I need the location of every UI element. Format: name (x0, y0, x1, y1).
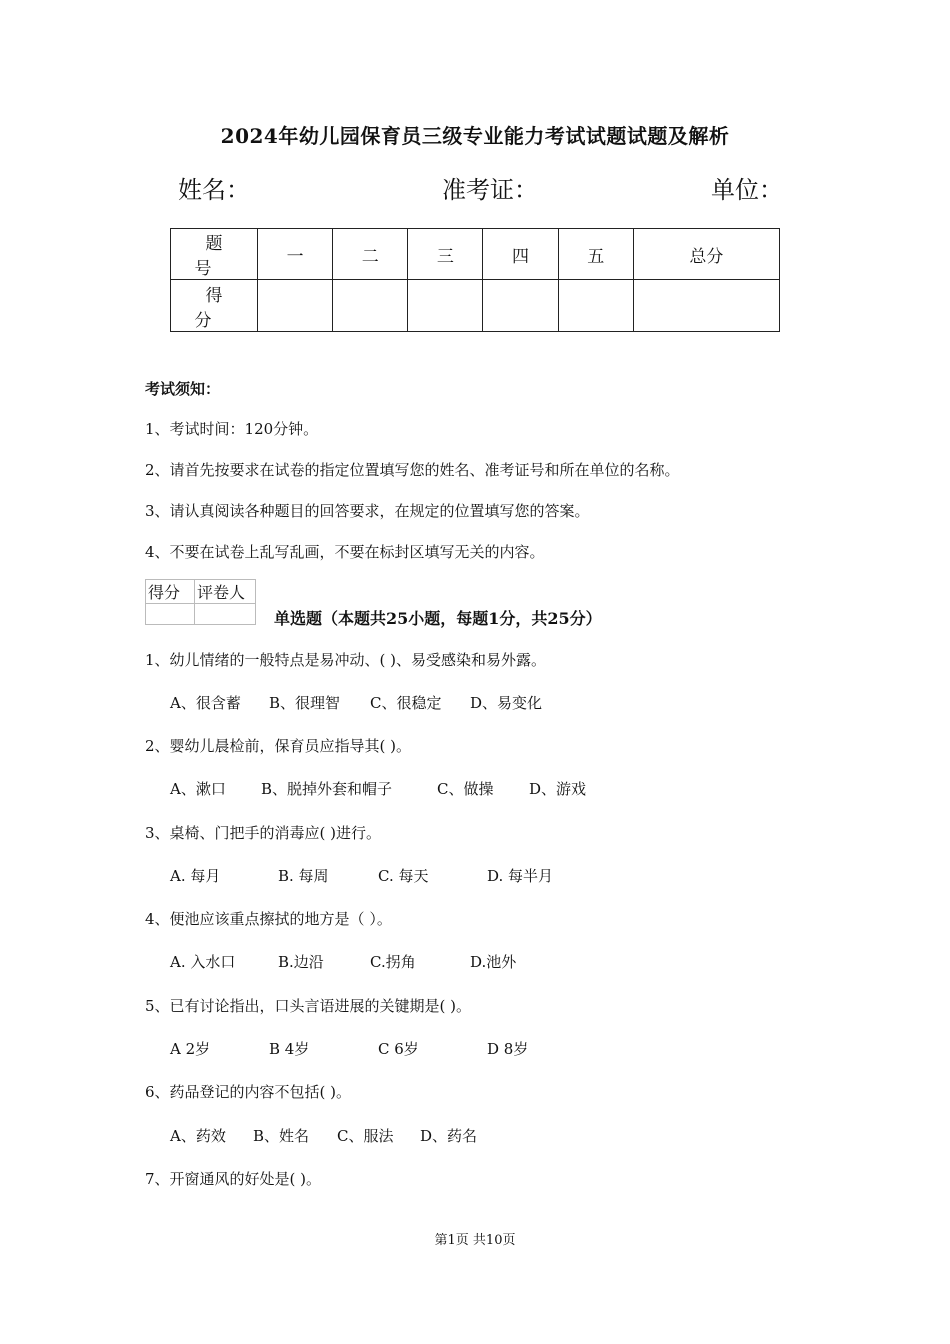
option-text: B 4岁 (269, 1040, 310, 1058)
grader-box-score-label: 得分 (146, 580, 195, 604)
name-field-label: 姓名： (178, 176, 250, 204)
option-text: A、很含蓄 (170, 694, 241, 712)
page-footer: 第1页 共10页 (434, 1233, 516, 1248)
score-table-col-3: 三 (408, 229, 483, 280)
question-text: 4、便池应该重点擦拭的地方是（ ）。 (145, 910, 392, 928)
option-text: A 2岁 (170, 1040, 211, 1058)
score-table-col-2: 二 (333, 229, 408, 280)
question-text: 3、桌椅、门把手的消毒应( )进行。 (145, 824, 382, 842)
notice-title: 考试须知： (145, 380, 221, 398)
exam-id-field-label: 准考证： (442, 176, 538, 204)
score-cell-4[interactable] (483, 280, 558, 332)
option-text: D.池外 (470, 953, 517, 971)
grader-box-score-cell[interactable] (146, 604, 195, 625)
option-text: B. 每周 (278, 867, 329, 885)
option-text: B.边沿 (278, 953, 324, 971)
option-text: C、做操 (437, 780, 494, 798)
option-text: C.拐角 (370, 953, 416, 971)
notice-item: 1、考试时间：120分钟。 (145, 420, 319, 438)
score-table-score-row (171, 280, 780, 332)
question-text: 5、已有讨论指出，口头言语进展的关键期是( )。 (145, 997, 472, 1015)
option-text: A. 入水口 (170, 953, 236, 971)
score-table-header-row (171, 229, 780, 280)
score-table-col-4: 四 (483, 229, 558, 280)
score-cell-3[interactable] (408, 280, 483, 332)
grader-box-grader-label: 评卷人 (195, 580, 256, 604)
question-text: 6、药品登记的内容不包括( )。 (145, 1083, 352, 1101)
score-cell-2[interactable] (333, 280, 408, 332)
notice-item: 4、不要在试卷上乱写乱画，不要在标封区填写无关的内容。 (145, 543, 545, 561)
score-table (170, 228, 780, 332)
option-text: B、脱掉外套和帽子 (261, 780, 393, 798)
option-text: B、很理智 (269, 694, 341, 712)
option-text: B、姓名 (253, 1127, 310, 1145)
score-table-score-label: 得分 (171, 280, 258, 332)
option-text: C、很稳定 (370, 694, 442, 712)
option-text: C. 每天 (378, 867, 429, 885)
grader-box-grader-cell[interactable] (195, 604, 256, 625)
option-text: D 8岁 (487, 1040, 529, 1058)
option-text: A、漱口 (170, 780, 226, 798)
unit-field-label: 单位： (711, 176, 783, 204)
option-text: C 6岁 (378, 1040, 419, 1058)
notice-item: 3、请认真阅读各种题目的回答要求，在规定的位置填写您的答案。 (145, 502, 590, 520)
grader-box (145, 579, 256, 625)
score-table-header-label: 题号 (171, 229, 258, 280)
option-text: D、药名 (420, 1127, 478, 1145)
option-text: D. 每半月 (487, 867, 554, 885)
score-table-col-1: 一 (258, 229, 333, 280)
notice-item: 2、请首先按要求在试卷的指定位置填写您的姓名、准考证号和所在单位的名称。 (145, 461, 680, 479)
question-text: 2、婴幼儿晨检前，保育员应指导其( )。 (145, 737, 412, 755)
option-text: A、药效 (170, 1127, 226, 1145)
score-cell-total[interactable] (633, 280, 779, 332)
section-title: 单选题（本题共25小题，每题1分，共25分） (274, 609, 602, 628)
score-cell-5[interactable] (558, 280, 633, 332)
option-text: D、游戏 (529, 780, 587, 798)
option-text: A. 每月 (170, 867, 221, 885)
option-text: C、服法 (337, 1127, 394, 1145)
question-text: 7、开窗通风的好处是( )。 (145, 1170, 322, 1188)
score-cell-1[interactable] (258, 280, 333, 332)
score-table-col-5: 五 (558, 229, 633, 280)
score-table-col-total: 总分 (633, 229, 779, 280)
option-text: D、易变化 (470, 694, 543, 712)
question-text: 1、幼儿情绪的一般特点是易冲动、( )、易受感染和易外露。 (145, 651, 547, 669)
document-title: 2024年幼儿园保育员三级专业能力考试试题试题及解析 (220, 124, 730, 148)
